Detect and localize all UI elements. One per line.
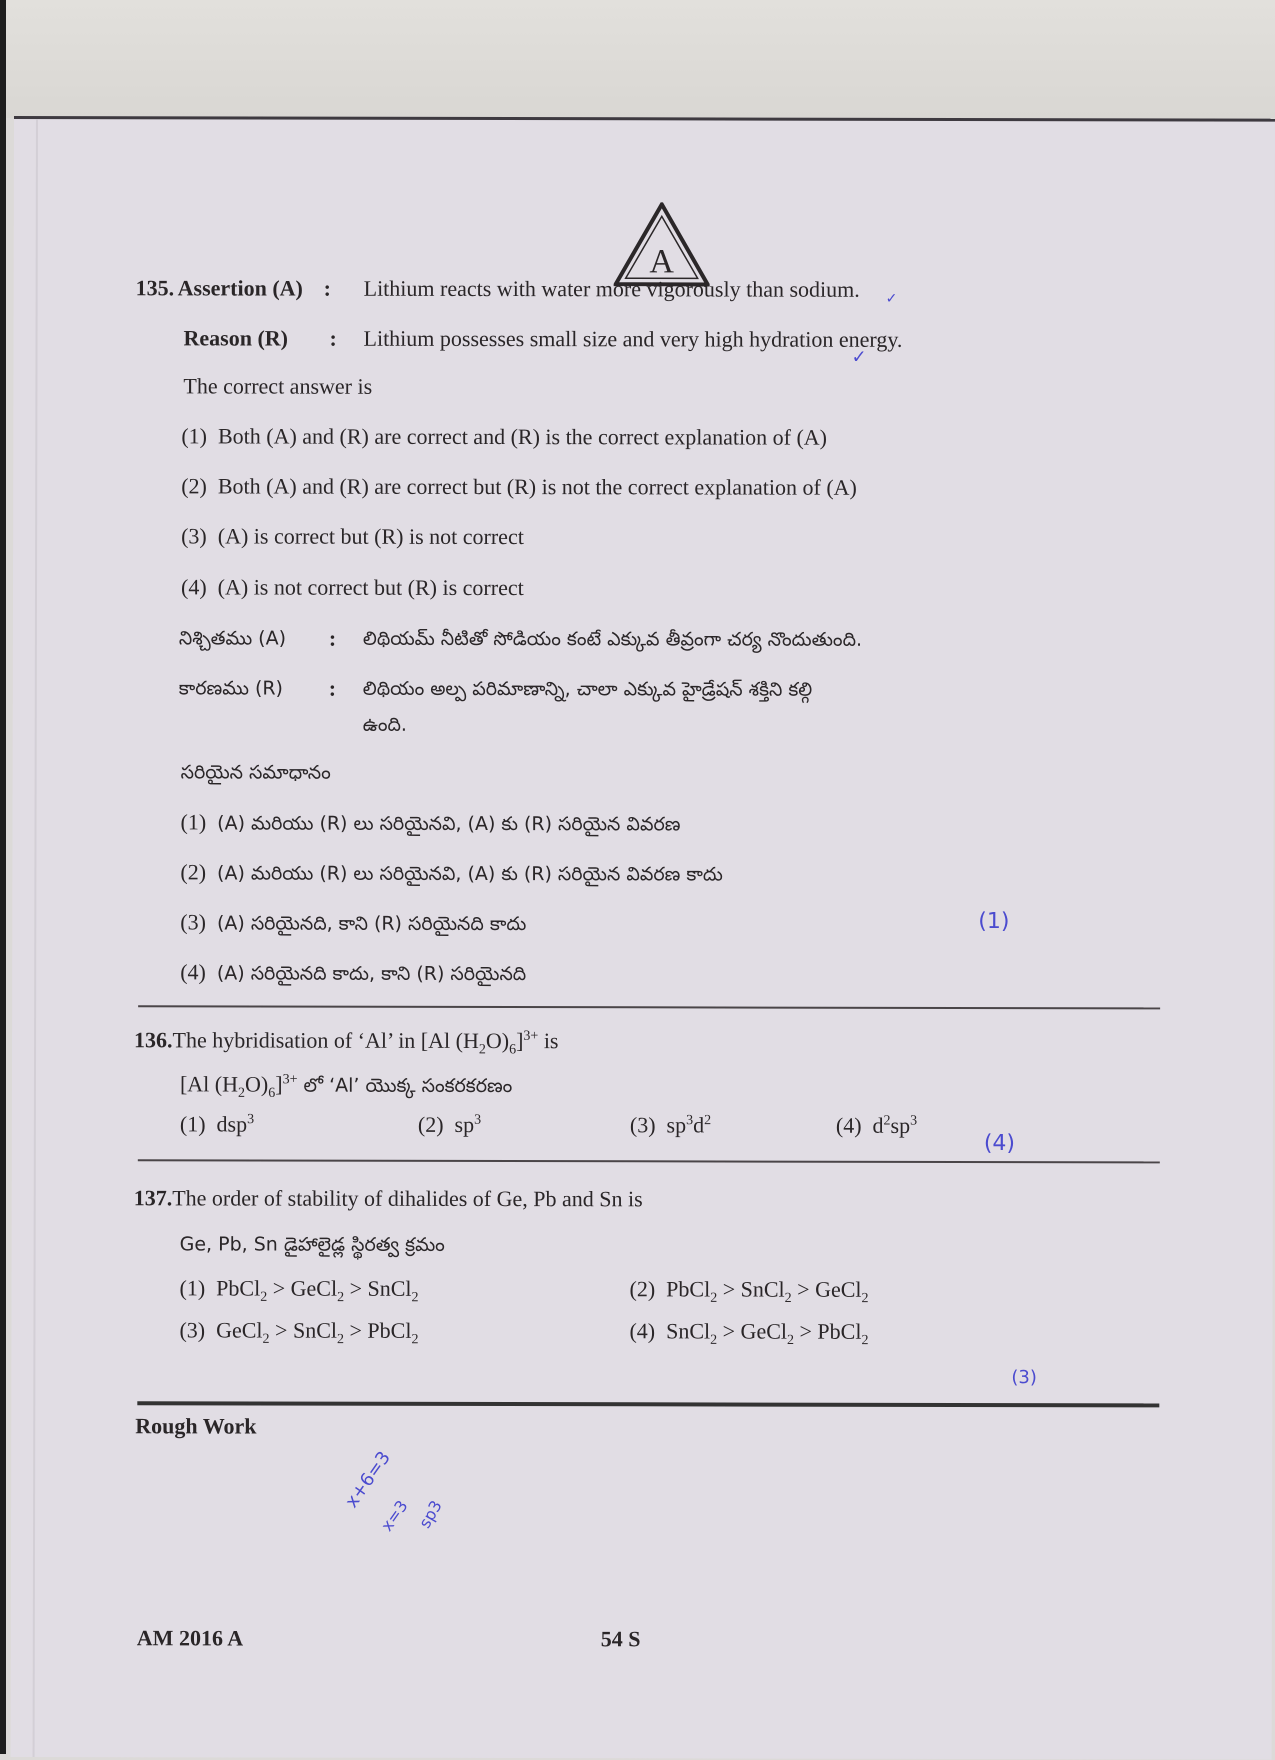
te-assertion-text: లిథియమ్ నీటితో సోడియం కంటే ఎక్కువ తీవ్రంగా చర్య నొందుతుంది. [362,627,863,651]
question-text: 137.The order of stability of dihalides of Ge, Pb and Sn is [133,1185,643,1212]
te-reason-text: లిథియం అల్ప పరిమాణాన్ని, చాలా ఎక్కువ హైడ్రేషన్ శక్తిని కల్గి [362,677,813,701]
divider [138,1159,1160,1163]
check-mark-icon: ✓ [885,290,898,307]
divider [138,1005,1160,1009]
question-number: 135. [135,275,175,301]
reason-label: Reason (R) [183,325,289,351]
te-answer-prompt: సరియైన సమాధానం [180,761,331,784]
option-3[interactable]: (3) (A) is correct but (R) is not correct [181,523,524,550]
colon: : [329,325,337,351]
te-reason-label: కారణము (R) [178,677,284,700]
handwritten-note: x=3 [377,1496,412,1535]
te-question-text: Ge, Pb, Sn డైహాలైడ్ల స్థిరత్వ క్రమం [179,1233,445,1256]
colon: : [323,275,331,301]
handwritten-answer: (3) [1011,1367,1037,1389]
colon: : [328,625,337,651]
divider-thick [137,1401,1159,1407]
option-2[interactable]: (2) Both (A) and (R) are correct but (R) is not the correct explanation of (A) [181,473,857,500]
handwritten-answer: (1) [978,909,1010,935]
te-option-2[interactable]: (2) (A) మరియు (R) లు సరియైనవి, (A) కు (R) సరియైన వివరణ కాదు [180,859,723,886]
option-2[interactable]: (2) $sp^3$ [417,1111,482,1137]
option-2[interactable]: (2) PbCl$_2$ > SnCl$_2$ > GeCl$_2$ [629,1276,869,1307]
handwritten-note: x+6=3 [341,1447,395,1512]
te-assertion-label: నిశ్చితము (A) [178,627,287,650]
scan-background [0,0,1275,118]
option-1[interactable]: (1) PbCl$_2$ > GeCl$_2$ > SnCl$_2$ [179,1275,419,1306]
assertion-label: Assertion (A) [177,275,303,301]
reason-text: Lithium possesses small size and very high hydration energy. [363,325,903,352]
option-4[interactable]: (4) SnCl$_2$ > GeCl$_2$ > PbCl$_2$ [629,1318,869,1349]
handwritten-answer: (4) [983,1131,1016,1157]
scan-edge [0,0,6,1754]
svg-text:A: A [649,243,675,281]
option-4[interactable]: (4) (A) is not correct but (R) is correct [180,574,524,601]
te-reason-text-cont: ఉంది. [362,713,407,736]
te-question-text: [Al $(H_2O)_6]^{3+}$ లో ‘Al’ యొక్క సంకరకరణం [179,1071,513,1101]
question-text: 136.The hybridisation of ‘Al’ in [Al $(H_2O)_6]^{3+}$ is [134,1027,559,1058]
exam-page [11,116,1275,1760]
te-option-3[interactable]: (3) (A) సరియైనది, కాని (R) సరియైనది కాదు [180,909,527,936]
check-mark-icon: ✓ [851,346,867,368]
option-3[interactable]: (3) $sp^3d^2$ [629,1112,712,1138]
colon: : [328,675,337,701]
option-3[interactable]: (3) GeCl$_2$ > SnCl$_2$ > PbCl$_2$ [179,1317,419,1348]
page-number: 54 S [600,1626,641,1652]
rough-work-label: Rough Work [135,1413,257,1439]
option-1[interactable]: (1) dsp$^3$ [179,1111,255,1137]
assertion-text: Lithium reacts with water more vigorously than sodium. [363,275,860,302]
option-4[interactable]: (4) $d^2sp^3$ [835,1112,918,1138]
te-option-1[interactable]: (1) (A) మరియు (R) లు సరియైనవి, (A) కు (R) సరియైన వివరణ [180,809,681,836]
handwritten-note: sp3 [415,1497,446,1532]
paper-code: AM 2016 A [136,1625,244,1651]
option-1[interactable]: (1) Both (A) and (R) are correct and (R) is the correct explanation of (A) [181,423,828,450]
te-option-4[interactable]: (4) (A) సరియైనది కాదు, కాని (R) సరియైనది [180,959,527,986]
answer-prompt: The correct answer is [183,373,373,399]
page-fold-edge [33,119,38,1757]
triangle-set-badge-icon [614,202,710,286]
question-135 [14,119,1275,986]
